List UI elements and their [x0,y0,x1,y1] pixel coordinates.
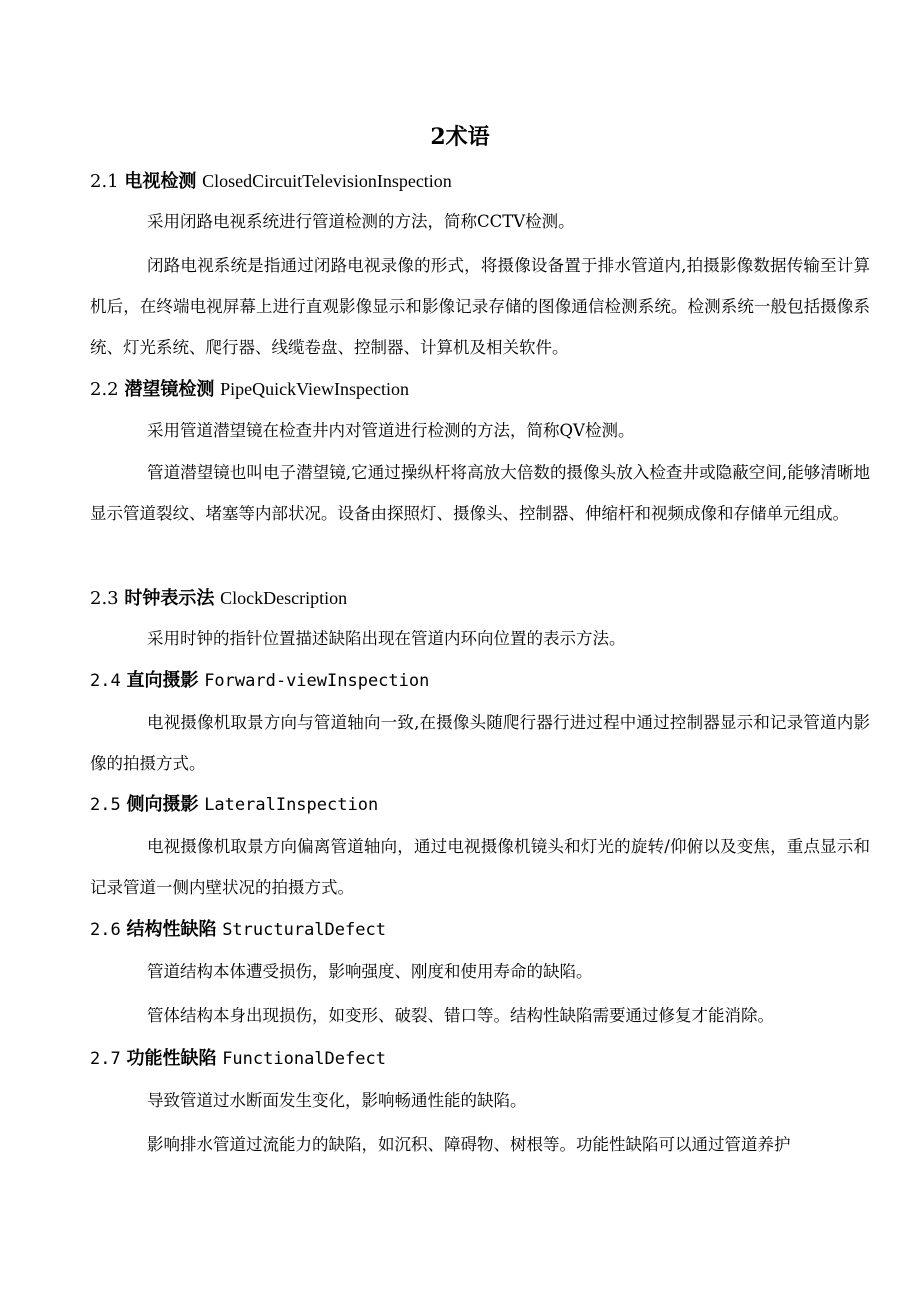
section-term-en: LateralInspection [204,795,379,815]
section-heading-2-1 [90,168,452,195]
section-term-en: StructuralDefect [222,920,386,940]
paragraph: 导致管道过水断面发生变化，影响畅通性能的缺陷。 [147,1091,527,1110]
paragraph: 闭路电视系统是指通过闭路电视录像的形式，将摄像设备置于排水管道内,拍摄影像数据传输至计算机后，在终端电视屏幕上进行直观影像显示和影像记录存储的图像通信检测系统。检测系统一般包括摄像系统、灯光系统、爬行器、线缆卷盘、控制器、计算机及相关软件。 [90,256,870,357]
section-heading-2-7 [90,1046,386,1072]
section-term-zh: 直向摄影 [126,670,199,691]
section-number: 2.3 [90,588,119,609]
section-term-en: ClockDescription [220,588,348,608]
section-number: 2.2 [90,379,119,400]
paragraph: 采用管道潜望镜在检查井内对管道进行检测的方法，简称QV检测。 [147,421,635,440]
section-term-zh: 时钟表示法 [124,588,215,609]
section-term-zh: 结构性缺陷 [126,919,217,940]
section-heading-2-6 [90,917,386,943]
section-number: 2.6 [90,920,121,940]
section-heading-2-3 [90,585,347,612]
paragraph: 影响排水管道过流能力的缺陷，如沉积、障碍物、树根等。功能性缺陷可以通过管道养护 [147,1135,791,1154]
section-term-zh: 功能性缺陷 [126,1048,217,1069]
paragraph: 电视摄像机取景方向与管道轴向一致,在摄像头随爬行器行进过程中通过控制器显示和记录管道内影像的拍摄方式。 [90,713,870,773]
section-heading-2-4 [90,668,429,694]
section-heading-2-2 [90,376,409,403]
section-term-en: ClosedCircuitTelevisionInspection [202,171,452,191]
section-term-zh: 侧向摄影 [126,794,199,815]
section-number: 2.5 [90,795,121,815]
paragraph: 管道潜望镜也叫电子潜望镜,它通过操纵杆将高放大倍数的摄像头放入检查井或隐蔽空间,能够清晰地显示管道裂纹、堵塞等内部状况。设备由探照灯、摄像头、控制器、伸缩杆和视频成像和存储单元组成。 [90,463,870,523]
section-term-en: PipeQuickViewInspection [220,379,409,399]
paragraph: 采用时钟的指针位置描述缺陷出现在管道内环向位置的表示方法。 [147,629,626,648]
section-number: 2.1 [90,171,119,192]
section-number: 2.7 [90,1049,121,1069]
section-heading-2-5 [90,792,378,818]
section-term-zh: 电视检测 [124,171,197,192]
paragraph: 管道结构本体遭受损伤，影响强度、刚度和使用寿命的缺陷。 [147,962,593,981]
section-term-zh: 潜望镜检测 [124,379,215,400]
paragraph: 管体结构本身出现损伤，如变形、破裂、错口等。结构性缺陷需要通过修复才能消除。 [147,1006,774,1025]
chapter-title: 2术语 [430,124,490,150]
paragraph: 采用闭路电视系统进行管道检测的方法，简称CCTV检测。 [147,212,575,231]
paragraph: 电视摄像机取景方向偏离管道轴向，通过电视摄像机镜头和灯光的旋转/仰俯以及变焦，重点显示和记录管道一侧内壁状况的拍摄方式。 [90,837,870,897]
section-term-en: Forward-viewInspection [204,671,430,691]
section-term-en: FunctionalDefect [222,1049,386,1069]
section-number: 2.4 [90,671,121,691]
